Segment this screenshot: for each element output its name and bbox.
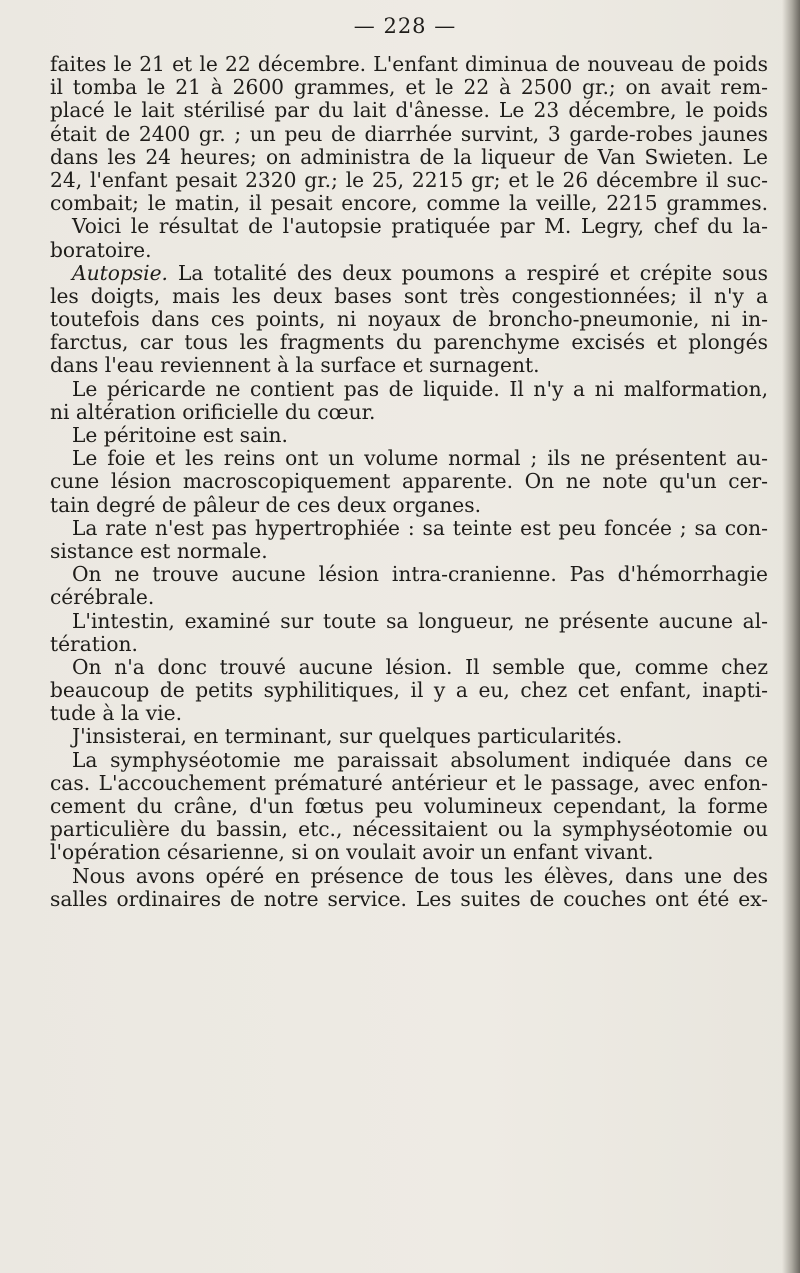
text-line bbox=[50, 702, 768, 725]
text-line bbox=[50, 215, 768, 238]
text-line bbox=[50, 331, 768, 354]
text-line bbox=[50, 99, 768, 122]
line-text: placé le lait stérilisé par du lait d'ânesse. Le 23 décembre, le poids bbox=[50, 98, 768, 123]
text-line bbox=[50, 656, 768, 679]
line-text: faites le 21 et le 22 décembre. L'enfant diminua de nouveau de poids bbox=[50, 52, 768, 76]
line-text: 24, l'enfant pesait 2320 gr.; le 25, 2215 gr; et le 26 décembre il suc- bbox=[50, 167, 768, 192]
text-line bbox=[50, 610, 768, 633]
section-heading-autopsie: Autopsie. bbox=[72, 260, 168, 285]
text-line bbox=[50, 586, 768, 609]
text-line bbox=[50, 470, 768, 493]
line-text: On n'a donc trouvé aucune lésion. Il semble que, comme chez bbox=[72, 654, 768, 679]
line-text: La totalité des deux poumons a respiré et crépite sous bbox=[167, 260, 768, 285]
text-line bbox=[50, 818, 768, 841]
line-text: Le péricarde ne contient pas de liquide. Il n'y a ni malformation, bbox=[72, 376, 768, 401]
text-line bbox=[50, 447, 768, 470]
line-text: tude à la vie. bbox=[50, 701, 182, 726]
text-line bbox=[50, 633, 768, 656]
line-text: sistance est normale. bbox=[50, 538, 268, 563]
text-line bbox=[50, 494, 768, 517]
text-line bbox=[50, 865, 768, 888]
line-text: cas. L'accouchement prématuré antérieur et le passage, avec enfon- bbox=[50, 770, 768, 795]
line-text: tain degré de pâleur de ces deux organes. bbox=[50, 492, 482, 517]
line-text: tération. bbox=[50, 631, 138, 656]
line-text: salles ordinaires de notre service. Les suites de couches ont été ex- bbox=[50, 886, 768, 911]
text-line bbox=[50, 239, 768, 262]
text-line bbox=[50, 192, 768, 215]
line-text: La rate n'est pas hypertrophiée : sa teinte est peu foncée ; sa con- bbox=[72, 515, 768, 540]
text-line bbox=[50, 795, 768, 818]
line-text: L'intestin, examiné sur toute sa longueur, ne présente aucune al- bbox=[72, 608, 768, 633]
text-line bbox=[50, 424, 768, 447]
line-text: Nous avons opéré en présence de tous les élèves, dans une des bbox=[72, 863, 768, 888]
text-line bbox=[50, 76, 768, 99]
line-text: l'opération césarienne, si on voulait avoir un enfant vivant. bbox=[50, 840, 654, 865]
page-edge-shadow bbox=[782, 0, 800, 1273]
line-text: était de 2400 gr. ; un peu de diarrhée survint, 3 garde-robes jaunes bbox=[50, 121, 768, 146]
line-text: Voici le résultat de l'autopsie pratiquée par M. Legry, chef du la- bbox=[72, 214, 768, 239]
text-line bbox=[50, 146, 768, 169]
text-line bbox=[50, 285, 768, 308]
line-text: les doigts, mais les deux bases sont très congestionnées; il n'y a bbox=[50, 283, 768, 308]
text-line bbox=[50, 888, 768, 911]
text-line bbox=[50, 123, 768, 146]
text-line bbox=[50, 540, 768, 563]
line-text: combait; le matin, il pesait encore, comme la veille, 2215 grammes. bbox=[50, 191, 768, 216]
text-line bbox=[50, 841, 768, 864]
text-line bbox=[50, 749, 768, 772]
line-text: farctus, car tous les fragments du parenchyme excisés et plongés bbox=[50, 330, 768, 355]
line-text: boratoire. bbox=[50, 237, 152, 262]
text-line bbox=[50, 378, 768, 401]
text-line bbox=[50, 308, 768, 331]
text-line bbox=[50, 169, 768, 192]
text-line bbox=[50, 53, 768, 76]
text-line bbox=[50, 725, 768, 748]
line-text: cérébrale. bbox=[50, 585, 155, 610]
text-line bbox=[50, 517, 768, 540]
line-text: cement du crâne, d'un fœtus peu volumineux cependant, la forme bbox=[50, 794, 768, 818]
text-line bbox=[50, 354, 768, 377]
text-line bbox=[50, 401, 768, 424]
line-text: On ne trouve aucune lésion intra-cranienne. Pas d'hémorrhagie bbox=[72, 562, 768, 587]
line-text: La symphyséotomie me paraissait absolument indiquée dans ce bbox=[72, 747, 768, 772]
line-text: ni altération orificielle du cœur. bbox=[50, 399, 376, 424]
line-text: J'insisterai, en terminant, sur quelques particularités. bbox=[72, 724, 623, 749]
text-line bbox=[50, 262, 768, 285]
line-text: beaucoup de petits syphilitiques, il y a eu, chez cet enfant, inapti- bbox=[50, 678, 768, 703]
line-text: toutefois dans ces points, ni noyaux de broncho-pneumonie, ni in- bbox=[50, 307, 768, 332]
line-text: dans les 24 heures; on administra de la liqueur de Van Swieten. Le bbox=[50, 144, 768, 169]
text-line bbox=[50, 563, 768, 586]
body-text bbox=[50, 53, 768, 911]
line-text: dans l'eau reviennent à la surface et surnagent. bbox=[50, 353, 540, 378]
page-number: — 228 — bbox=[353, 14, 457, 38]
line-text: Le foie et les reins ont un volume normal ; ils ne présentent au- bbox=[72, 446, 768, 471]
line-text: Le péritoine est sain. bbox=[72, 423, 288, 447]
text-line bbox=[50, 679, 768, 702]
text-line bbox=[50, 772, 768, 795]
line-text: particulière du bassin, etc., nécessitaient ou la symphyséotomie ou bbox=[50, 817, 768, 842]
line-text: cune lésion macroscopiquement apparente. On ne note qu'un cer- bbox=[50, 469, 768, 494]
line-text: il tomba le 21 à 2600 grammes, et le 22 à 2500 gr.; on avait rem- bbox=[50, 75, 768, 100]
